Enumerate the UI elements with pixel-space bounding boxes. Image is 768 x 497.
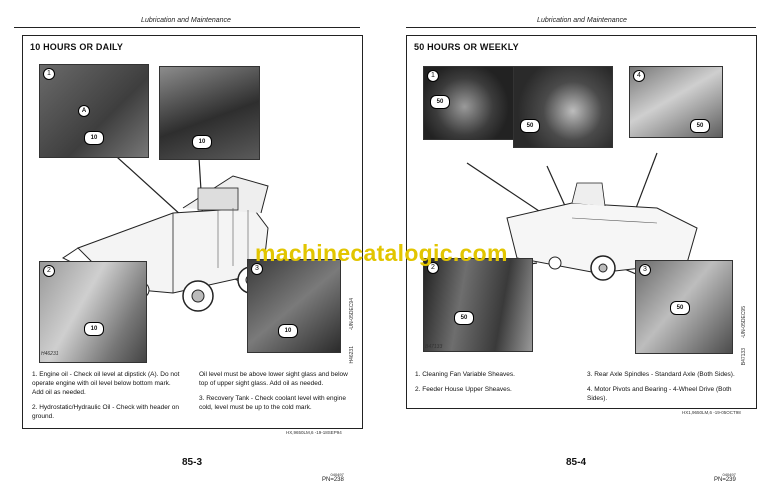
document-reference: HX,9650LM,6 -19-18SEP94: [286, 430, 342, 435]
interval-badge: 50: [670, 301, 690, 315]
header-rule: [406, 27, 756, 28]
pn-label: [714, 472, 736, 483]
panel-title: 10 HOURS OR DAILY: [30, 42, 124, 52]
photo-rear-axle-spindles: [635, 260, 733, 354]
figure-code: H46231: [41, 351, 59, 357]
side-code: -UN-05DEC94: [349, 298, 355, 331]
print-date: 040497: [330, 472, 344, 477]
photo-feeder-house-sheaves: [423, 258, 533, 352]
document-reference: HX1,9650LM,6 -19-05OCT98: [682, 410, 741, 415]
figure-code: B47133: [425, 344, 443, 350]
interval-badge: 50: [430, 95, 450, 109]
caption-column-1: [32, 370, 182, 427]
page-number: 85-3: [182, 457, 203, 468]
running-header: Lubrication and Maintenance: [141, 17, 231, 24]
photo-number: 2: [43, 265, 55, 277]
caption-column-1: [415, 370, 575, 400]
interval-badge: 50: [520, 119, 540, 133]
header-rule: [14, 27, 360, 28]
photo-variable-sheave: [513, 66, 613, 148]
interval-badge: 10: [84, 131, 104, 145]
caption-engine-oil: 1. Engine oil - Check oil level at dipstick (A). Do not operate engine with oil level below bottom mark. Add oil as needed.: [32, 371, 180, 396]
interval-badge: 10: [278, 324, 298, 338]
caption-rear-axle: 3. Rear Axle Spindles - Standard Axle (Both Sides).: [587, 371, 735, 378]
photo-number: 1: [427, 70, 439, 82]
caption-feeder-house: 2. Feeder House Upper Sheaves.: [415, 386, 512, 393]
page-number: 85-4: [566, 457, 587, 468]
side-code: H46231: [349, 346, 355, 364]
caption-column-2: [199, 370, 349, 418]
caption-recovery-tank: 3. Recovery Tank - Check coolant level with engine cold, level must be up to the cold mark.: [199, 395, 346, 411]
side-code: -UN-05DEC95: [741, 306, 747, 339]
photo-cleaning-fan-sheave: [423, 66, 515, 140]
interval-badge: 50: [690, 119, 710, 133]
watermark: machinecatalogic.com: [255, 240, 508, 266]
photo-recovery-tank: [247, 259, 341, 353]
pn-label: [322, 472, 344, 483]
photo-number: 1: [43, 68, 55, 80]
panel-title: 50 HOURS OR WEEKLY: [414, 42, 519, 52]
print-date: 040497: [722, 472, 736, 477]
interval-badge: 50: [454, 311, 474, 325]
side-code: B47133: [741, 348, 747, 366]
photo-number: 3: [251, 263, 263, 275]
photo-engine-oil: [39, 64, 149, 158]
interval-badge: 10: [84, 322, 104, 336]
caption-cleaning-fan: 1. Cleaning Fan Variable Sheaves.: [415, 371, 515, 378]
maintenance-panel-10-hours: [22, 35, 363, 429]
photo-number: 4: [633, 70, 645, 82]
photo-number: 2: [427, 262, 439, 274]
photo-motor-pivots: [629, 66, 723, 138]
pn-value: PN=238: [322, 477, 344, 483]
pn-value: PN=239: [714, 477, 736, 483]
running-header: Lubrication and Maintenance: [537, 17, 627, 24]
interval-badge: 10: [192, 135, 212, 149]
caption-motor-pivots: 4. Motor Pivots and Bearing - 4-Wheel Drive (Both Sides).: [587, 386, 732, 402]
maintenance-panel-50-hours: [406, 35, 757, 409]
photo-top-view: [159, 66, 260, 160]
photo-hydraulic-oil: [39, 261, 147, 363]
caption-hydraulic-oil: 2. Hydrostatic/Hydraulic Oil - Check with header on ground.: [32, 404, 180, 420]
caption-oil-level: Oil level must be above lower sight glass and below top of upper sight glass. Add oil as needed.: [199, 371, 348, 387]
callout-a: A: [78, 105, 90, 117]
photo-number: 3: [639, 264, 651, 276]
caption-column-2: [587, 370, 747, 409]
